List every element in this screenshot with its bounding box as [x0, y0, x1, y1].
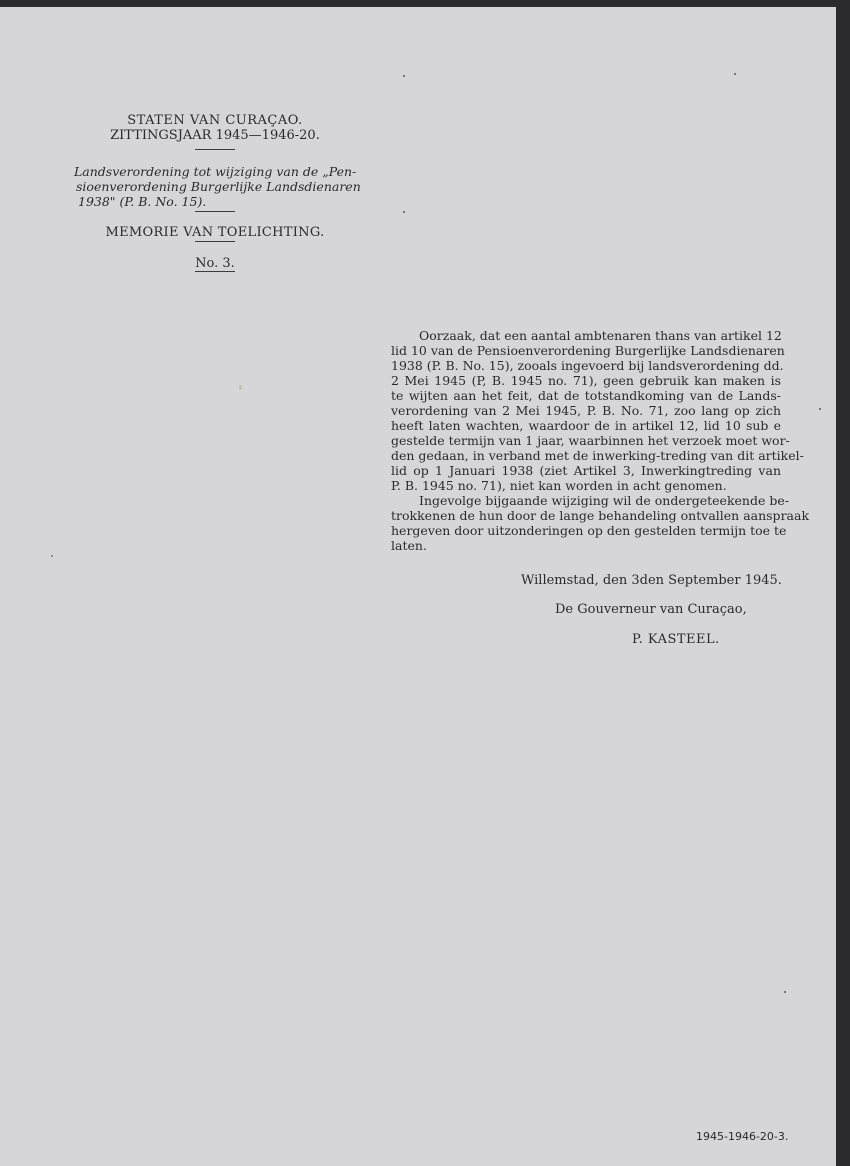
paper-speck: [239, 385, 242, 390]
text-line: hergeven door uitzonderingen op den gestelden termijn toe te: [391, 523, 787, 538]
text-line: 2 Mei 1945 (P, B. 1945 no. 71), geen gebruik kan maken is: [391, 373, 781, 388]
document-number: No. 3.: [195, 256, 235, 271]
paragraph: [391, 328, 804, 493]
text-line: Ingevolge bijgaande wijziging wil de ondergeteekende be-: [419, 493, 789, 508]
subject-line: 1938" (P. B. No. 15).: [78, 194, 207, 209]
paper-speck: [403, 211, 405, 213]
text-line: den gedaan, in verband met de inwerking-treding van dit artikel-: [391, 448, 804, 463]
signature-name: P. KASTEEL.: [632, 632, 720, 647]
paper-speck: [403, 75, 405, 77]
text-line: Oorzaak, dat een aantal ambtenaren thans van artikel 12: [419, 328, 782, 343]
subject-line: sioenverordening Burgerlijke Landsdienaren: [76, 179, 361, 194]
divider-rule: [195, 241, 235, 242]
divider-rule: [195, 211, 235, 212]
document-page: [0, 7, 836, 1166]
divider-rule: [195, 271, 235, 272]
document-type: MEMORIE VAN TOELICHTING.: [105, 225, 325, 240]
scan-edge: [836, 0, 850, 1166]
place-date: Willemstad, den 3den September 1945.: [521, 573, 782, 588]
divider-rule: [195, 149, 235, 150]
text-line: lid 10 van de Pensioenverordening Burgerlijke Landsdienaren: [391, 343, 785, 358]
text-line: trokkenen de hun door de lange behandeling ontvallen aanspraak: [391, 508, 810, 523]
paper-speck: [819, 408, 821, 410]
governor-title: De Gouverneur van Curaçao,: [555, 602, 747, 617]
text-line: 1938 (P. B. No. 15), zooals ingevoerd bij landsverordening dd.: [391, 358, 784, 373]
subject-heading: [74, 164, 374, 209]
text-line: heeft laten wachten, waardoor de in artikel 12, lid 10 sub e: [391, 418, 781, 433]
subject-line: Landsverordening tot wijziging van de „Pen-: [74, 164, 357, 179]
body-text: [391, 328, 810, 553]
text-line: verordening van 2 Mei 1945, P. B. No. 71, zoo lang op zich: [391, 403, 781, 418]
text-line: lid op 1 Januari 1938 (ziet Artikel 3, Inwerkingtreding van: [391, 463, 781, 478]
text-line: te wijten aan het feit, dat de totstandkoming van de Lands-: [391, 388, 781, 403]
paper-speck: [784, 991, 786, 993]
text-line: laten.: [391, 538, 427, 553]
document-reference: 1945-1946-20-3.: [696, 1130, 789, 1143]
paragraph: [391, 493, 810, 553]
title-staten: STATEN VAN CURAÇAO.: [127, 113, 303, 128]
text-line: P. B. 1945 no. 71), niet kan worden in acht genomen.: [391, 478, 727, 493]
text-line: gestelde termijn van 1 jaar, waarbinnen het verzoek moet wor-: [391, 433, 790, 448]
paper-speck: [734, 73, 736, 75]
title-zittingsjaar: ZITTINGSJAAR 1945—1946-20.: [110, 128, 320, 143]
paper-speck: [51, 555, 53, 557]
